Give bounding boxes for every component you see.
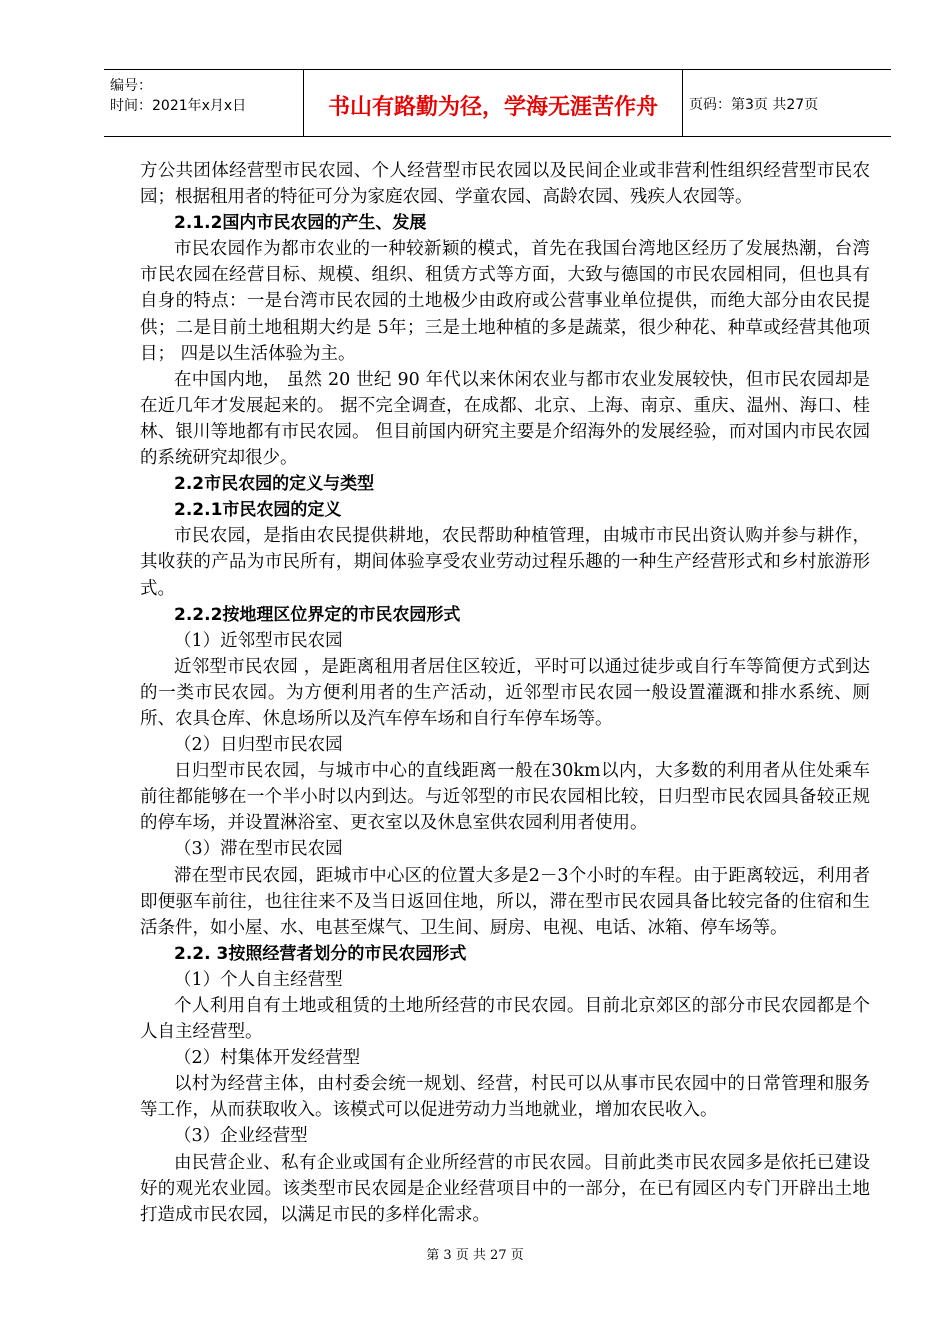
page-footer: 第 3 页 共 27 页: [426, 1248, 524, 1263]
body-paragraph: 近邻型市民农园 ，是距离租用者居住区较近，平时可以通过徒步或自行车等简便方式到达的一类市民农园。为方便利用者的生产活动，近邻型市民农园一般设置灌溉和排水系统、厕所、农具仓库、休息场所以及汽车停车场和自行车停车场等。: [140, 656, 870, 729]
subsection-label: （1）近邻型市民农园: [174, 630, 343, 651]
body-paragraph: 在中国内地， 虽然 20 世纪 90 年代以来休闲农业与都市农业发展较快，但市民农园却是在近几年才发展起来的。 据不完全调查，在成都、北京、上海、南京、重庆、温州、海口、桂林、银川等地都有市民农园。 但目前国内研究主要是介绍海外的发展经验，而对国内市民农园的系统研究却很少。: [140, 369, 870, 469]
section-heading: 2.2.2按地理区位界定的市民农园形式: [174, 604, 461, 625]
section-heading: 2.2市民农园的定义与类型: [174, 474, 375, 495]
body-paragraph: 以村为经营主体，由村委会统一规划、经营，村民可以从事市民农园中的日常管理和服务等工作，从而获取收入。该模式可以促进劳动力当地就业，增加农民收入。: [140, 1074, 870, 1121]
section-heading: 2.2. 3按照经营者划分的市民农园形式: [174, 943, 467, 964]
document-number-label: 编号：: [110, 78, 152, 94]
subsection-label: （1）个人自主经营型: [174, 969, 343, 990]
document-body: [140, 158, 870, 1228]
header-meta-cell: [104, 70, 304, 136]
body-paragraph: 市民农园作为都市农业的一种较新颖的模式，首先在我国台湾地区经历了发展热潮，台湾市民农园在经营目标、规模、组织、租赁方式等方面，大致与德国的市民农园相同，但也具有自身的特点：一是台湾市民农园的土地极少由政府或公营事业单位提供，而绝大部分由农民提供；二是目前土地租期大约是 5年；三是土地种植的多是蔬菜，很少种花、种草或经营其他项目； 四是以生活体验为主。: [140, 239, 870, 364]
header-motto: 书山有路勤为径，学海无涯苦作舟: [327, 95, 658, 120]
header-page-cell: [683, 70, 891, 136]
section-heading: 2.1.2国内市民农园的产生、发展: [174, 213, 427, 234]
body-paragraph: 日归型市民农园，与城市中心的直线距离一般在30km以内，大多数的利用者从住处乘车前往都能够在一个半小时以内到达。与近邻型的市民农园相比较，日归型市民农园具备较正规的停车场，并设置淋浴室、更衣室以及休息室供农园利用者使用。: [140, 761, 870, 834]
section-heading: 2.2.1市民农园的定义: [174, 500, 342, 521]
body-paragraph: 方公共团体经营型市民农园、个人经营型市民农园以及民间企业或非营利性组织经营型市民农园；根据租用者的特征可分为家庭农园、学童农园、高龄农园、残疾人农园等。: [140, 161, 870, 208]
header-motto-cell: [304, 70, 683, 136]
subsection-label: （3）企业经营型: [174, 1126, 308, 1147]
subsection-label: （2）日归型市民农园: [174, 735, 343, 756]
subsection-label: （2）村集体开发经营型: [174, 1048, 361, 1069]
document-time-label: 时间：2021年x月x日: [110, 98, 247, 114]
body-paragraph: 市民农园，是指由农民提供耕地，农民帮助种植管理，由城市市民出资认购并参与耕作，其收获的产品为市民所有，期间体验享受农业劳动过程乐趣的一种生产经营形式和乡村旅游形式。: [140, 526, 870, 599]
body-paragraph: 个人利用自有土地或租赁的土地所经营的市民农园。目前北京郊区的部分市民农园都是个人自主经营型。: [140, 996, 870, 1043]
body-paragraph: 由民营企业、私有企业或国有企业所经营的市民农园。目前此类市民农园多是依托已建设好的观光农业园。该类型市民农园是企业经营项目中的一部分，在已有园区内专门开辟出土地打造成市民农园，以满足市民的多样化需求。: [140, 1152, 870, 1225]
body-paragraph: 滞在型市民农园，距城市中心区的位置大多是2－3个小时的车程。由于距离较远，利用者即便驱车前往，也往往来不及当日返回住地，所以，滞在型市民农园具备比较完备的住宿和生活条件，如小屋、水、电甚至煤气、卫生间、厨房、电视、电话、冰箱、停车场等。: [140, 865, 870, 938]
subsection-label: （3）滞在型市民农园: [174, 839, 343, 860]
header-page-number: 页码：第3页 共27页: [689, 97, 819, 113]
page-header: [104, 69, 891, 137]
